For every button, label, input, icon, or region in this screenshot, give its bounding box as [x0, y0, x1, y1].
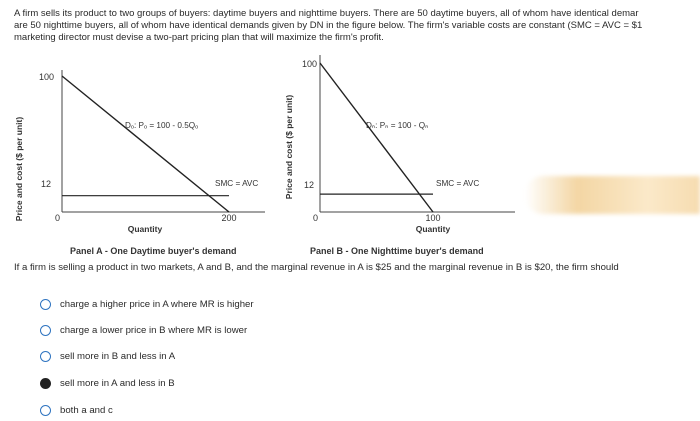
radio-button[interactable] — [40, 325, 51, 336]
radio-button[interactable] — [40, 378, 51, 389]
panel-b-cost-label: SMC = AVC — [436, 179, 480, 188]
panel-a-x-axis-label: Quantity — [127, 224, 163, 234]
answer-option-c[interactable] — [40, 348, 175, 364]
panel-a-y-tick-100: 100 — [38, 72, 54, 82]
answer-option-a[interactable] — [40, 296, 254, 312]
question-text: If a firm is selling a product in two markets, A and B, and the marginal revenue in A is $25 and the marginal revenue in B is $20, the firm should — [14, 262, 619, 273]
answer-option-e[interactable] — [40, 402, 113, 418]
screen-glare — [525, 176, 700, 214]
option-label: sell more in B and less in A — [60, 350, 176, 362]
panel-a-y-tick-12: 12 — [40, 179, 51, 189]
panel-a-chart — [14, 70, 265, 256]
panel-a-x-tick-200: 200 — [221, 213, 237, 223]
answer-option-b[interactable] — [40, 322, 247, 338]
panel-b-y-axis-label: Price and cost ($ per unit) — [284, 94, 294, 200]
radio-button[interactable] — [40, 299, 51, 310]
panel-a-demand-label: Dₒ: Pₒ = 100 - 0.5Qₒ — [125, 121, 199, 130]
panel-a-cost-label: SMC = AVC — [215, 179, 259, 188]
panel-b-chart — [284, 55, 515, 256]
option-label: both a and c — [60, 404, 113, 416]
intro-line: are 50 nighttime buyers, all of whom have identical demands given by DN in the figure below. The firm's variable costs are constant (SMC = AVC = $1 — [14, 20, 643, 31]
option-label: sell more in A and less in B — [60, 377, 175, 389]
radio-button[interactable] — [40, 405, 51, 416]
panel-a-y-axis-label: Price and cost ($ per unit) — [14, 116, 24, 222]
panel-a-demand-line — [62, 76, 229, 212]
answer-option-d[interactable] — [40, 375, 175, 391]
panel-b-y-tick-12: 12 — [303, 180, 314, 190]
option-label: charge a higher price in A where MR is higher — [60, 298, 254, 310]
panel-b-caption: Panel B - One Nighttime buyer's demand — [310, 246, 484, 256]
panel-b-demand-line — [320, 63, 433, 212]
intro-line: A firm sells its product to two groups of buyers: daytime buyers and nighttime buyers. There are 50 daytime buyers, all of whom have identical demar — [14, 8, 639, 19]
panel-b-x-axis-label: Quantity — [415, 224, 451, 234]
intro-line: marketing director must devise a two-part pricing plan that will maximize the firm's profit. — [14, 32, 384, 43]
panel-a-caption: Panel A - One Daytime buyer's demand — [70, 246, 237, 256]
panel-b-demand-label: Dₙ: Pₙ = 100 - Qₙ — [366, 121, 429, 130]
panel-b-origin-label: 0 — [312, 213, 318, 223]
radio-button[interactable] — [40, 351, 51, 362]
panel-b-y-tick-100: 100 — [301, 59, 317, 69]
panel-a-origin-label: 0 — [54, 213, 60, 223]
option-label: charge a lower price in B where MR is lower — [60, 324, 248, 336]
panel-b-x-tick-100: 100 — [425, 213, 441, 223]
